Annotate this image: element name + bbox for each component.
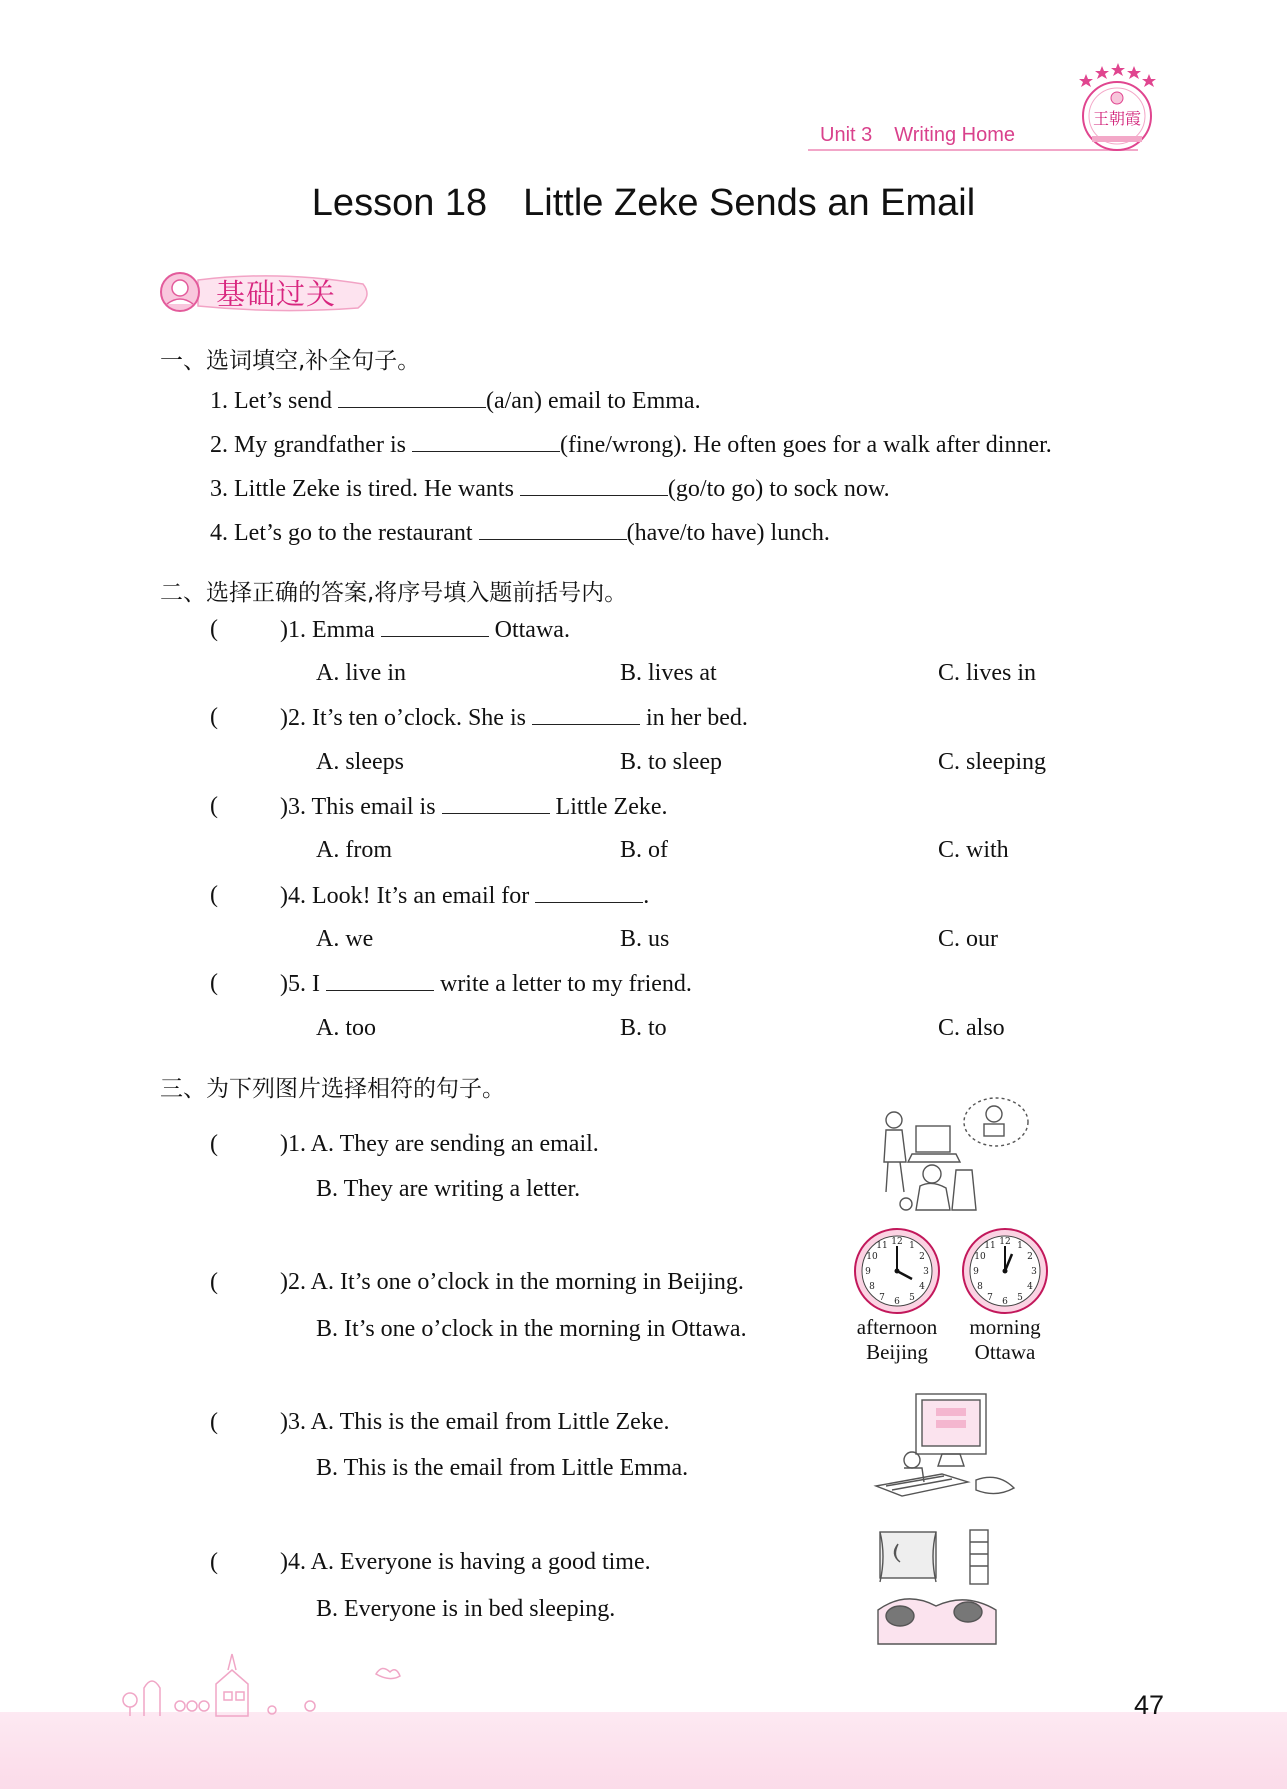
answer-paren[interactable]: ( — [210, 1549, 218, 1575]
svg-text:4: 4 — [919, 1282, 925, 1292]
svg-text:6: 6 — [1002, 1297, 1008, 1307]
svg-text:12: 12 — [999, 1237, 1011, 1247]
svg-text:4: 4 — [1027, 1282, 1033, 1292]
option-a[interactable]: A. we — [316, 926, 374, 952]
lesson-number: Lesson 18 — [311, 182, 488, 224]
answer-blank[interactable] — [326, 970, 434, 991]
unit-header — [820, 124, 1015, 147]
svg-text:2: 2 — [1027, 1252, 1033, 1262]
option-c[interactable]: C. lives in — [938, 660, 1037, 686]
answer-paren[interactable]: ( — [210, 1409, 218, 1435]
answer-paren[interactable]: ( — [210, 970, 218, 996]
section1-heading: 一、选词填空,补全句子。 — [160, 348, 421, 374]
answer-blank[interactable] — [412, 431, 560, 452]
answer-blank[interactable] — [442, 793, 550, 814]
answer-paren[interactable]: ( — [210, 1269, 218, 1295]
svg-text:5: 5 — [909, 1293, 915, 1303]
svg-text:10: 10 — [866, 1252, 878, 1262]
svg-text:5: 5 — [1017, 1293, 1023, 1303]
section3-heading: 三、为下列图片选择相符的句子。 — [160, 1076, 505, 1102]
s1-question-2: 2. My grandfather is (fine/wrong). He often goes for a walk after dinner. — [210, 432, 1052, 458]
svg-text:8: 8 — [977, 1282, 983, 1292]
section2-heading: 二、选择正确的答案,将序号填入题前括号内。 — [160, 580, 628, 606]
s1-question-1: 1. Let’s send (a/an) email to Emma. — [210, 388, 701, 414]
option-b[interactable]: B. us — [620, 926, 670, 952]
banner-label: 基础过关 — [216, 277, 337, 311]
option-c[interactable]: C. with — [938, 837, 1009, 863]
option-a[interactable]: A. too — [316, 1015, 376, 1041]
publisher-seal-icon — [1072, 60, 1160, 156]
answer-paren[interactable]: ( — [210, 793, 218, 819]
s3-question-3-option-b[interactable]: B. This is the email from Little Emma. — [316, 1455, 689, 1481]
answer-paren[interactable]: ( — [210, 704, 218, 730]
seal-text: 王朝霞 — [1092, 109, 1142, 128]
answer-blank[interactable] — [338, 387, 486, 408]
s1-question-3: 3. Little Zeke is tired. He wants (go/to go) to sock now. — [210, 476, 890, 502]
answer-blank[interactable] — [535, 882, 643, 903]
option-c[interactable]: C. our — [938, 926, 998, 952]
svg-text:12: 12 — [891, 1237, 903, 1247]
answer-blank[interactable] — [532, 704, 640, 725]
s3-question-2-option-b[interactable]: B. It’s one o’clock in the morning in Ottawa. — [316, 1316, 747, 1342]
s3-question-1-option-b[interactable]: B. They are writing a letter. — [316, 1176, 581, 1202]
s3-question-4-option-a[interactable]: )4. A. Everyone is having a good time. — [280, 1549, 651, 1575]
option-a[interactable]: A. sleeps — [316, 749, 404, 775]
bedroom-sleeping-icon — [876, 1526, 998, 1648]
svg-text:6: 6 — [894, 1297, 900, 1307]
unit-label: Unit 3 — [820, 124, 873, 146]
footer-band — [0, 1712, 1287, 1789]
svg-text:11: 11 — [876, 1241, 888, 1251]
svg-text:1: 1 — [1017, 1241, 1023, 1251]
s2-question-1: )1. Emma Ottawa. — [280, 617, 570, 643]
svg-text:3: 3 — [923, 1267, 929, 1277]
s3-question-3-option-a[interactable]: )3. A. This is the email from Little Zeke. — [280, 1409, 670, 1435]
s2-question-5: )5. I write a letter to my friend. — [280, 971, 692, 997]
s2-question-3: )3. This email is Little Zeke. — [280, 794, 668, 820]
svg-text:3: 3 — [1031, 1267, 1037, 1277]
option-a[interactable]: A. live in — [316, 660, 406, 686]
people-computer-icon — [876, 1092, 1032, 1214]
answer-paren[interactable]: ( — [210, 882, 218, 908]
option-b[interactable]: B. to sleep — [620, 749, 722, 775]
option-c[interactable]: C. sleeping — [938, 749, 1046, 775]
option-c[interactable]: C. also — [938, 1015, 1005, 1041]
lesson-name: Little Zeke Sends an Email — [523, 182, 976, 224]
svg-text:8: 8 — [869, 1282, 875, 1292]
option-b[interactable]: B. lives at — [620, 660, 717, 686]
option-a[interactable]: A. from — [316, 837, 392, 863]
svg-text:10: 10 — [974, 1252, 986, 1262]
clock-beijing-icon — [852, 1226, 942, 1316]
clock-caption-ottawa: morning Ottawa — [969, 1315, 1041, 1364]
unit-title: Writing Home — [894, 124, 1016, 146]
answer-blank[interactable] — [381, 616, 489, 637]
svg-text:7: 7 — [987, 1293, 993, 1303]
clock-ottawa-icon — [960, 1226, 1050, 1316]
svg-text:2: 2 — [919, 1252, 925, 1262]
page-number: 47 — [1134, 1690, 1165, 1720]
answer-blank[interactable] — [479, 519, 627, 540]
svg-text:1: 1 — [909, 1241, 915, 1251]
svg-text:9: 9 — [865, 1267, 871, 1277]
lesson-title — [0, 182, 1287, 225]
s3-question-4-option-b[interactable]: B. Everyone is in bed sleeping. — [316, 1596, 616, 1622]
answer-paren[interactable]: ( — [210, 1131, 218, 1157]
computer-icon — [872, 1390, 1024, 1502]
svg-text:7: 7 — [879, 1293, 885, 1303]
s2-question-4: )4. Look! It’s an email for . — [280, 883, 650, 909]
s1-question-4: 4. Let’s go to the restaurant (have/to have) lunch. — [210, 520, 830, 546]
svg-text:11: 11 — [984, 1241, 996, 1251]
s3-question-1-option-a[interactable]: )1. A. They are sending an email. — [280, 1131, 599, 1157]
answer-paren[interactable]: ( — [210, 616, 218, 642]
option-b[interactable]: B. of — [620, 837, 668, 863]
option-b[interactable]: B. to — [620, 1015, 667, 1041]
svg-text:9: 9 — [973, 1267, 979, 1277]
answer-blank[interactable] — [520, 475, 668, 496]
s3-question-2-option-a[interactable]: )2. A. It’s one o’clock in the morning in Beijing. — [280, 1269, 744, 1295]
s2-question-2: )2. It’s ten o’clock. She is in her bed. — [280, 705, 748, 731]
footer-houses-icon — [120, 1648, 420, 1718]
clock-caption-beijing: afternoon Beijing — [856, 1315, 938, 1364]
